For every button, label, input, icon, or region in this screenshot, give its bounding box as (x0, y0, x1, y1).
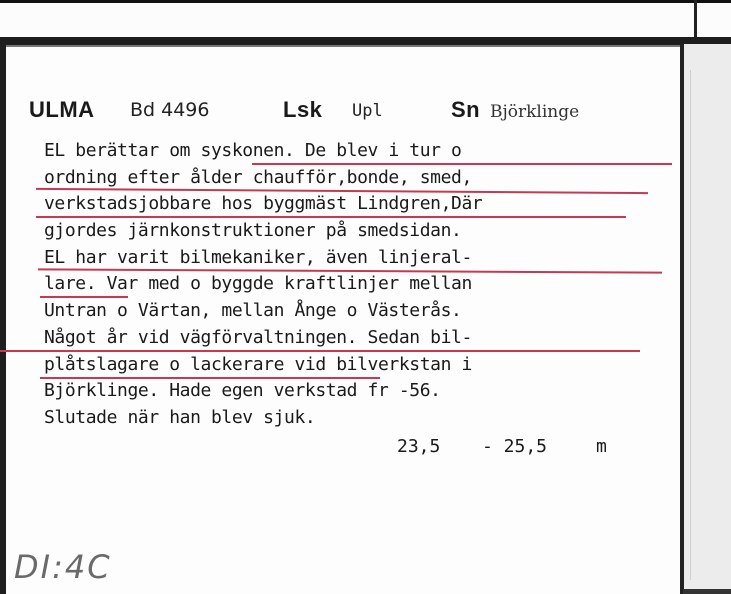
card-top-edge (0, 37, 731, 45)
body-line-2: ordning efter ålder chaufför,bonde, smed, (44, 165, 644, 192)
adjacent-card-inner (690, 70, 725, 580)
body-line-3: verkstadsjobbare hos byggmäst Lindgren,Där (44, 191, 644, 218)
parish-label: Sn (451, 97, 481, 122)
body-line-4: gjordes järnkonstruktioner på smedsidan. (44, 220, 462, 242)
top-border (0, 0, 731, 3)
card-left-edge (0, 44, 6, 594)
card-right-edge (680, 44, 684, 594)
province-value: Upl (352, 101, 383, 121)
body-line-5: EL har varit bilmekaniker, även linjeral- (44, 245, 644, 272)
measure-to: - 25,5 (482, 436, 548, 457)
body-line-10: Björklinge. Hade egen verkstad fr -56. (44, 380, 441, 402)
parish-value: Björklinge (490, 102, 580, 122)
body-line-6: lare. Var med o byggde kraftlinjer mellan (44, 273, 472, 295)
archive-signature: DI:4C (14, 548, 112, 586)
body-line-1: EL berättar om syskonen. De blev i tur o (44, 138, 644, 165)
body-line-8: Något år vid vägförvaltningen. Sedan bil- (44, 325, 644, 352)
province-label: Lsk (283, 97, 323, 122)
body-line-11: Slutade när han blev sjuk. (44, 406, 316, 428)
card-body (44, 138, 644, 432)
body-line-9: plåtslagare o lackerare vid bilverkstan i (44, 352, 644, 379)
measure-unit: m (596, 436, 607, 457)
volume-number: Bd 4496 (130, 99, 210, 121)
measure-from: 23,5 (397, 436, 441, 457)
body-line-7: Untran o Värtan, mellan Ånge o Västerås. (44, 298, 644, 325)
archive-code: ULMA (29, 97, 95, 122)
adjacent-card-bottom (683, 589, 731, 594)
card-top-edge-shadow (0, 45, 731, 47)
